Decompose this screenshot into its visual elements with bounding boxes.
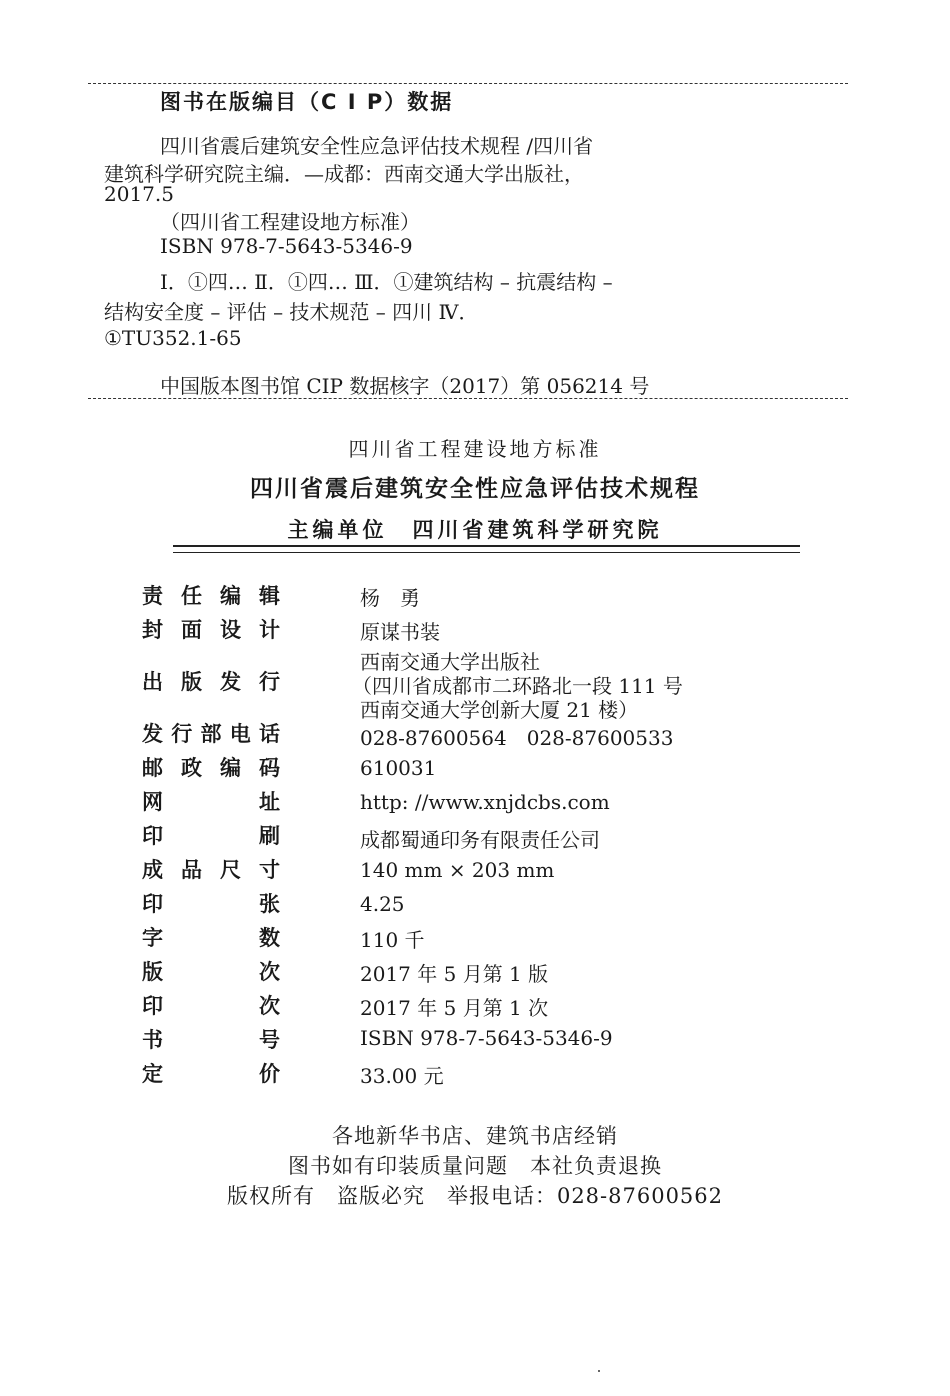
value-sheets: 4.25 (360, 892, 405, 916)
label-printing (142, 990, 280, 1020)
label-printer (142, 820, 280, 850)
label-char: 发 (220, 669, 241, 694)
label-char: 印 (142, 993, 163, 1018)
label-char: 价 (259, 1061, 280, 1086)
cip-line: 建筑科学研究院主编．—成都：西南交通大学出版社， (104, 162, 584, 186)
value-word-count: 110 千 (360, 928, 425, 952)
label-char: 责 (142, 583, 163, 608)
cip-line: 四川省震后建筑安全性应急评估技术规程 /四川省 (160, 134, 594, 158)
label-isbn (142, 1024, 280, 1054)
label-char: 计 (259, 617, 280, 642)
label-website (142, 786, 280, 816)
footer-copyright: 版权所有 盗版必究 举报电话：028-87600562 (226, 1184, 724, 1208)
label-char: 面 (181, 617, 202, 642)
standard-series: 四川省工程建设地方标准 (348, 437, 602, 461)
label-char: 电 (229, 721, 251, 746)
cip-line: 结构安全度 – 评估 – 技术规范 – 四川 Ⅳ． (104, 300, 479, 324)
cip-top-dashed-rule (88, 83, 848, 84)
value-edition: 2017 年 5 月第 1 版 (360, 962, 549, 986)
label-char: 话 (259, 721, 280, 746)
label-char: 书 (142, 1027, 163, 1052)
cip-line: Ⅰ．①四… Ⅱ．①四… Ⅲ．①建筑结构 – 抗震结构 – (160, 270, 613, 294)
label-char: 行 (259, 669, 280, 694)
editor-unit: 主编单位 四川省建筑科学研究院 (287, 517, 663, 542)
value-sales-phone: 028-87600564 028-87600533 (360, 726, 674, 750)
value-printer: 成都蜀通印务有限责任公司 (360, 828, 600, 852)
label-char: 印 (142, 823, 163, 848)
label-char: 次 (259, 959, 280, 984)
label-size (142, 854, 280, 884)
label-char: 刷 (259, 823, 280, 848)
label-sheets (142, 888, 280, 918)
cip-line: 2017.5 (104, 182, 174, 206)
cip-heading: 图书在版编目（C I P）数据 (160, 90, 454, 114)
value-publisher-building: 西南交通大学创新大厦 21 楼） (360, 698, 639, 722)
cip-line: ①TU352.1-65 (104, 326, 242, 350)
label-publisher (142, 666, 280, 696)
value-printing: 2017 年 5 月第 1 次 (360, 996, 549, 1020)
label-char: 封 (142, 617, 163, 642)
label-edition (142, 956, 280, 986)
label-char: 邮 (142, 755, 163, 780)
value-isbn: ISBN 978-7-5643-5346-9 (360, 1026, 613, 1050)
label-char: 数 (259, 925, 280, 950)
label-char: 版 (142, 959, 163, 984)
value-publisher-name: 西南交通大学出版社 (360, 650, 540, 674)
value-price: 33.00 元 (360, 1064, 444, 1088)
label-responsible-editor (142, 580, 280, 610)
label-char: 编 (220, 583, 241, 608)
label-char: 网 (142, 789, 163, 814)
value-cover-design: 原谋书装 (360, 620, 440, 644)
label-char: 尺 (220, 857, 241, 882)
header-rule-thin (173, 552, 800, 553)
label-char: 字 (142, 925, 163, 950)
label-char: 版 (181, 669, 202, 694)
footer-quality-note: 图书如有印装质量问题 本社负责退换 (288, 1154, 662, 1178)
label-char: 址 (259, 789, 280, 814)
label-char: 任 (181, 583, 202, 608)
label-price (142, 1058, 280, 1088)
value-website[interactable]: http: //www.xnjdcbs.com (360, 790, 610, 814)
cip-bottom-dashed-rule (88, 398, 848, 399)
value-postcode: 610031 (360, 756, 437, 780)
label-char: 成 (142, 857, 163, 882)
label-char: 号 (259, 1027, 280, 1052)
label-char: 寸 (259, 857, 280, 882)
label-char: 印 (142, 891, 163, 916)
label-char: 编 (220, 755, 241, 780)
cip-line: ISBN 978-7-5643-5346-9 (160, 234, 413, 258)
label-char: 设 (220, 617, 241, 642)
cip-line: （四川省工程建设地方标准） (160, 210, 420, 234)
value-responsible-editor: 杨 勇 (360, 586, 420, 610)
value-publisher-address: （四川省成都市二环路北一段 111 号 (352, 674, 683, 698)
label-cover-design (142, 614, 280, 644)
label-char: 部 (200, 721, 222, 746)
label-char: 码 (259, 755, 280, 780)
value-size: 140 mm × 203 mm (360, 858, 555, 882)
cip-verification: 中国版本图书馆 CIP 数据核字（2017）第 056214 号 (160, 374, 650, 398)
label-sales-phone (142, 718, 280, 748)
book-title: 四川省震后建筑安全性应急评估技术规程 (250, 476, 700, 502)
label-char: 发 (142, 721, 163, 746)
header-rule-thick (173, 545, 800, 547)
label-char: 张 (259, 891, 280, 916)
scan-speck (598, 1370, 600, 1372)
label-char: 辑 (259, 583, 280, 608)
footer-distribution: 各地新华书店、建筑书店经销 (332, 1124, 618, 1148)
label-word-count (142, 922, 280, 952)
label-char: 定 (142, 1061, 163, 1086)
label-char: 行 (171, 721, 193, 746)
label-char: 出 (142, 669, 163, 694)
label-char: 政 (181, 755, 202, 780)
label-char: 次 (259, 993, 280, 1018)
label-char: 品 (181, 857, 202, 882)
label-postcode (142, 752, 280, 782)
